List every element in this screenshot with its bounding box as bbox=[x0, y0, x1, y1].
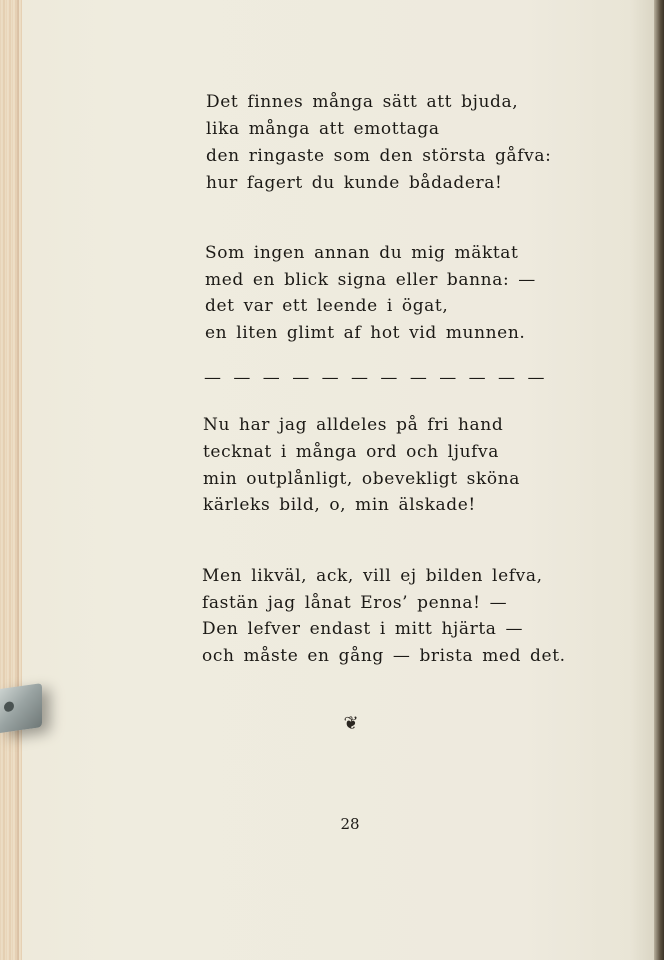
poem-line: min outplånligt, obevekligt sköna bbox=[203, 469, 521, 489]
page-number: 28 bbox=[340, 815, 360, 833]
poem-line: med en blick signa eller banna: — bbox=[205, 270, 536, 290]
poem-line: en liten glimt af hot vid munnen. bbox=[205, 323, 526, 343]
poem-line: Den lefver endast i mitt hjärta — bbox=[202, 619, 524, 639]
poem-line: Nu har jag alldeles på fri hand bbox=[203, 415, 504, 435]
poem-line: det var ett leende i ögat, bbox=[205, 296, 449, 316]
poem-line: Det finnes många sätt att bjuda, bbox=[206, 92, 519, 112]
poem-line: tecknat i många ord och ljufva bbox=[203, 442, 499, 462]
poem-line: och måste en gång — brista med det. bbox=[202, 646, 566, 666]
clip-hole bbox=[4, 701, 14, 712]
poem-line: lika många att emottaga bbox=[206, 119, 440, 139]
metal-clip bbox=[0, 683, 42, 733]
poem-line: Men likväl, ack, vill ej bilden lefva, bbox=[202, 566, 543, 586]
poem-line: hur fagert du kunde bådadera! bbox=[206, 173, 503, 193]
poem-line: fastän jag lånat Eros’ penna! — bbox=[202, 593, 508, 613]
binding-edge bbox=[654, 0, 664, 960]
fleuron-ornament-icon: ❦ bbox=[343, 713, 359, 734]
poem-line: Som ingen annan du mig mäktat bbox=[205, 243, 519, 263]
poem-line: den ringaste som den största gåfva: bbox=[206, 146, 552, 166]
section-separator: — — — — — — — — — — — — bbox=[204, 368, 548, 388]
page-stack-edge bbox=[0, 0, 22, 960]
poem-line: kärleks bild, o, min älskade! bbox=[203, 495, 476, 515]
